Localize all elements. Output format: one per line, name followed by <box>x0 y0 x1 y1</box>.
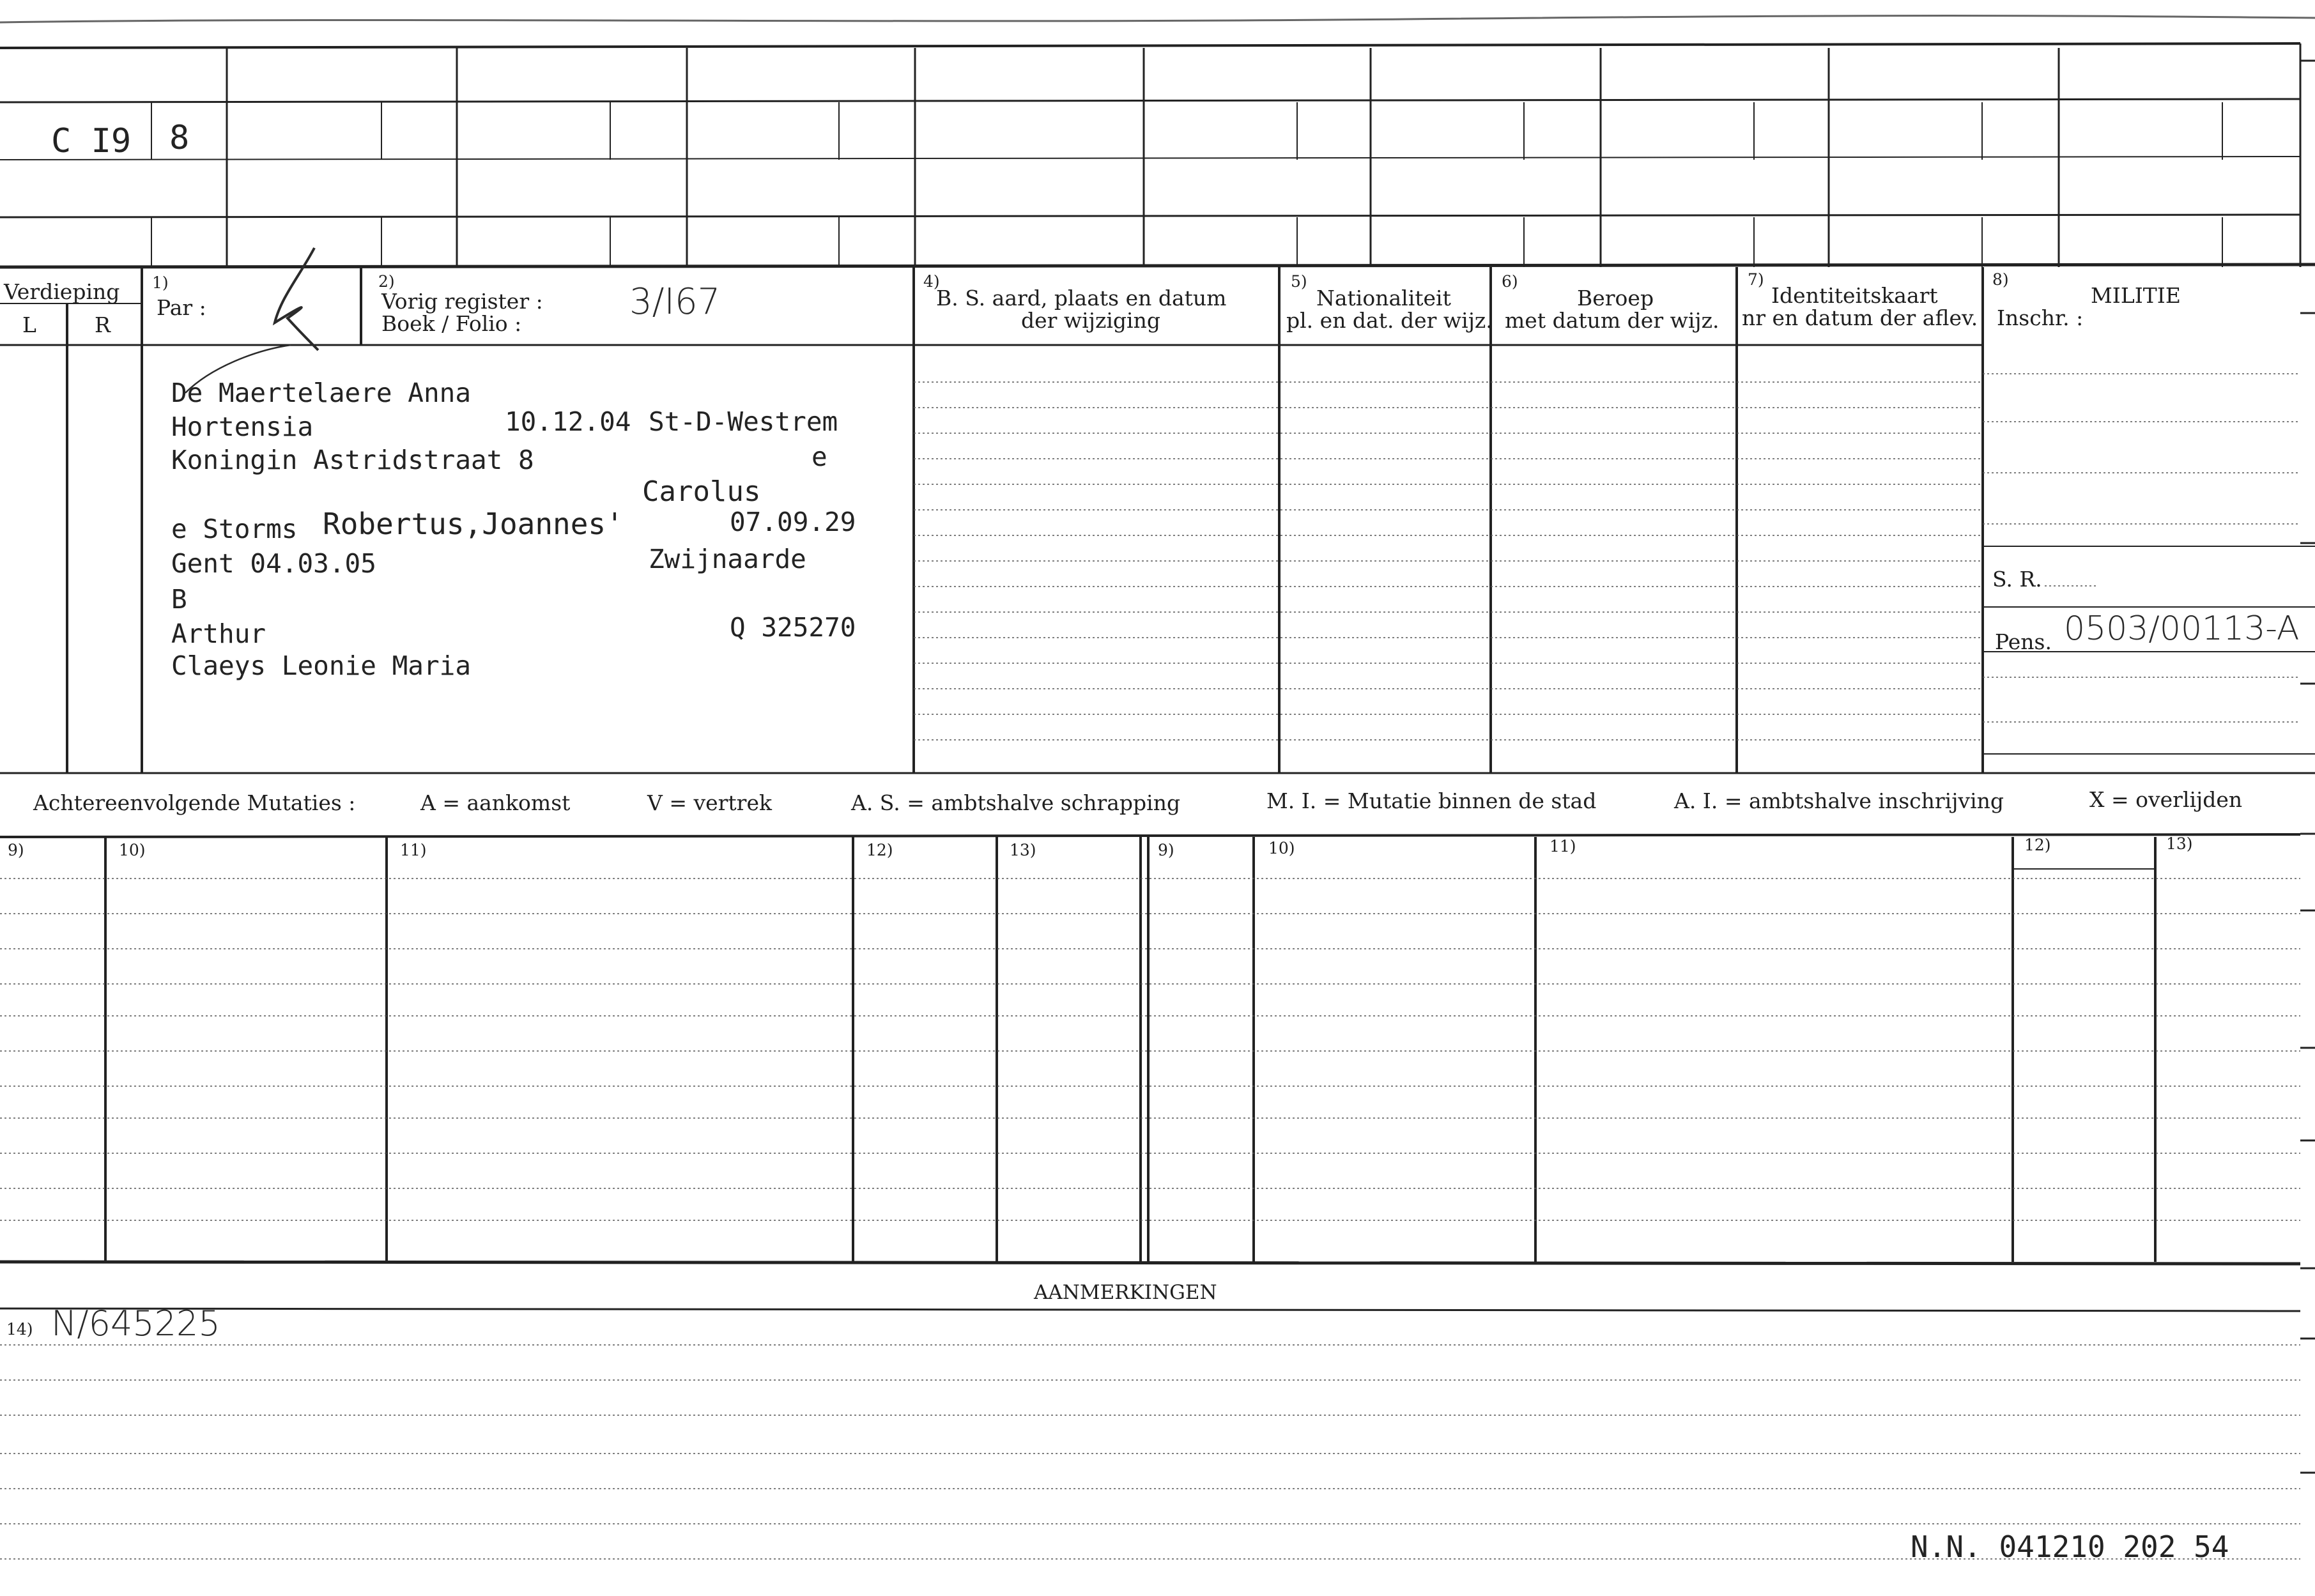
boek-folio-label: Boek / Folio : <box>381 311 522 336</box>
mutatie-ai: A. I. = ambtshalve inschrijving <box>1674 788 2004 813</box>
person-e-marker: e <box>811 441 827 472</box>
vorig-register-label: Vorig register : <box>381 289 543 314</box>
mut-col-11b: 11) <box>1550 837 1576 856</box>
aanmerkingen-number: 14) <box>6 1320 33 1339</box>
father-name: Arthur <box>171 618 266 649</box>
mut-col-10a: 10) <box>119 841 146 859</box>
col5-line2: pl. en dat. der wijz. <box>1286 308 1493 333</box>
person-given-name: Hortensia <box>171 411 314 442</box>
mut-col-13a: 13) <box>1010 841 1036 859</box>
aanmerkingen-title: AANMERKINGEN <box>1034 1281 1217 1304</box>
verdieping-label: Verdieping <box>4 279 120 304</box>
mutatie-as: A. S. = ambtshalve schrapping <box>851 790 1181 815</box>
mut-col-13b: 13) <box>2166 834 2193 853</box>
person-birth-date: 10.12.04 <box>505 406 631 437</box>
militie-title: MILITIE <box>2091 283 2181 308</box>
register-number: 8 <box>169 119 190 157</box>
mutatie-mi: M. I. = Mutatie binnen de stad <box>1266 788 1597 813</box>
vorig-register-value: 3/I67 <box>629 281 721 323</box>
person-birth-place: St-D-Westrem <box>649 406 838 437</box>
person-address: Koningin Astridstraat 8 <box>171 445 534 475</box>
mut-col-9a: 9) <box>8 841 24 859</box>
spouse-extra-name: Carolus <box>642 475 761 508</box>
mutatie-x: X = overlijden <box>2089 787 2243 812</box>
scan-edge <box>0 16 2315 23</box>
col7-number: 7) <box>1748 270 1764 289</box>
aanmerkingen-value: N/645225 <box>51 1303 220 1344</box>
col1-number: 1) <box>152 273 169 292</box>
col7-line2: nr en datum der aflev. <box>1742 305 1978 330</box>
mut-col-12b: 12) <box>2024 836 2051 854</box>
signature-mark <box>275 248 318 350</box>
pens-label: Pens. <box>1995 629 2052 654</box>
col8-number: 8) <box>1992 270 2009 289</box>
spouse-prefix: e Storms <box>171 514 298 544</box>
mutatie-a: A = aankomst <box>420 790 571 815</box>
col6-line1: Beroep <box>1577 286 1654 311</box>
col5-number: 5) <box>1291 272 1307 291</box>
col4-number: 4) <box>923 272 940 291</box>
id-card-number: Q 325270 <box>730 612 856 643</box>
mut-col-10b: 10) <box>1268 839 1295 857</box>
mut-col-12a: 12) <box>866 841 893 859</box>
mutatie-v: V = vertrek <box>647 790 772 815</box>
col6-number: 6) <box>1502 272 1518 291</box>
mut-col-9b: 9) <box>1158 841 1174 859</box>
col5-line1: Nationaliteit <box>1316 286 1451 311</box>
col7-line1: Identiteitskaart <box>1771 283 1938 308</box>
national-number: N.N. 041210 202 54 <box>1911 1530 2229 1564</box>
spouse-place: Zwijnaarde <box>649 544 806 574</box>
col4-line2: der wijziging <box>1021 308 1160 333</box>
col2-number: 2) <box>378 272 395 291</box>
par-label: Par : <box>157 295 206 320</box>
mother-name: Claeys Leonie Maria <box>171 650 471 681</box>
spouse-birth: Gent 04.03.05 <box>171 548 376 579</box>
spouse-given-names: Robertus,Joannes' <box>323 507 624 541</box>
spouse-date: 07.09.29 <box>730 507 856 537</box>
verdieping-left: L <box>22 312 36 337</box>
verdieping-right: R <box>95 312 111 337</box>
person-line-b: B <box>171 584 187 615</box>
col4-line1: B. S. aard, plaats en datum <box>936 286 1227 311</box>
person-surname: De Maertelaere Anna <box>171 378 471 408</box>
pens-value: 0503/00113-A <box>2064 610 2300 648</box>
sr-label: S. R. <box>1992 567 2042 592</box>
mut-col-11a: 11) <box>400 841 427 859</box>
register-code: C I9 <box>51 122 132 160</box>
col6-line2: met datum der wijz. <box>1505 308 1719 333</box>
militie-inschr-label: Inschr. : <box>1997 305 2084 330</box>
mutaties-title: Achtereenvolgende Mutaties : <box>33 790 356 815</box>
